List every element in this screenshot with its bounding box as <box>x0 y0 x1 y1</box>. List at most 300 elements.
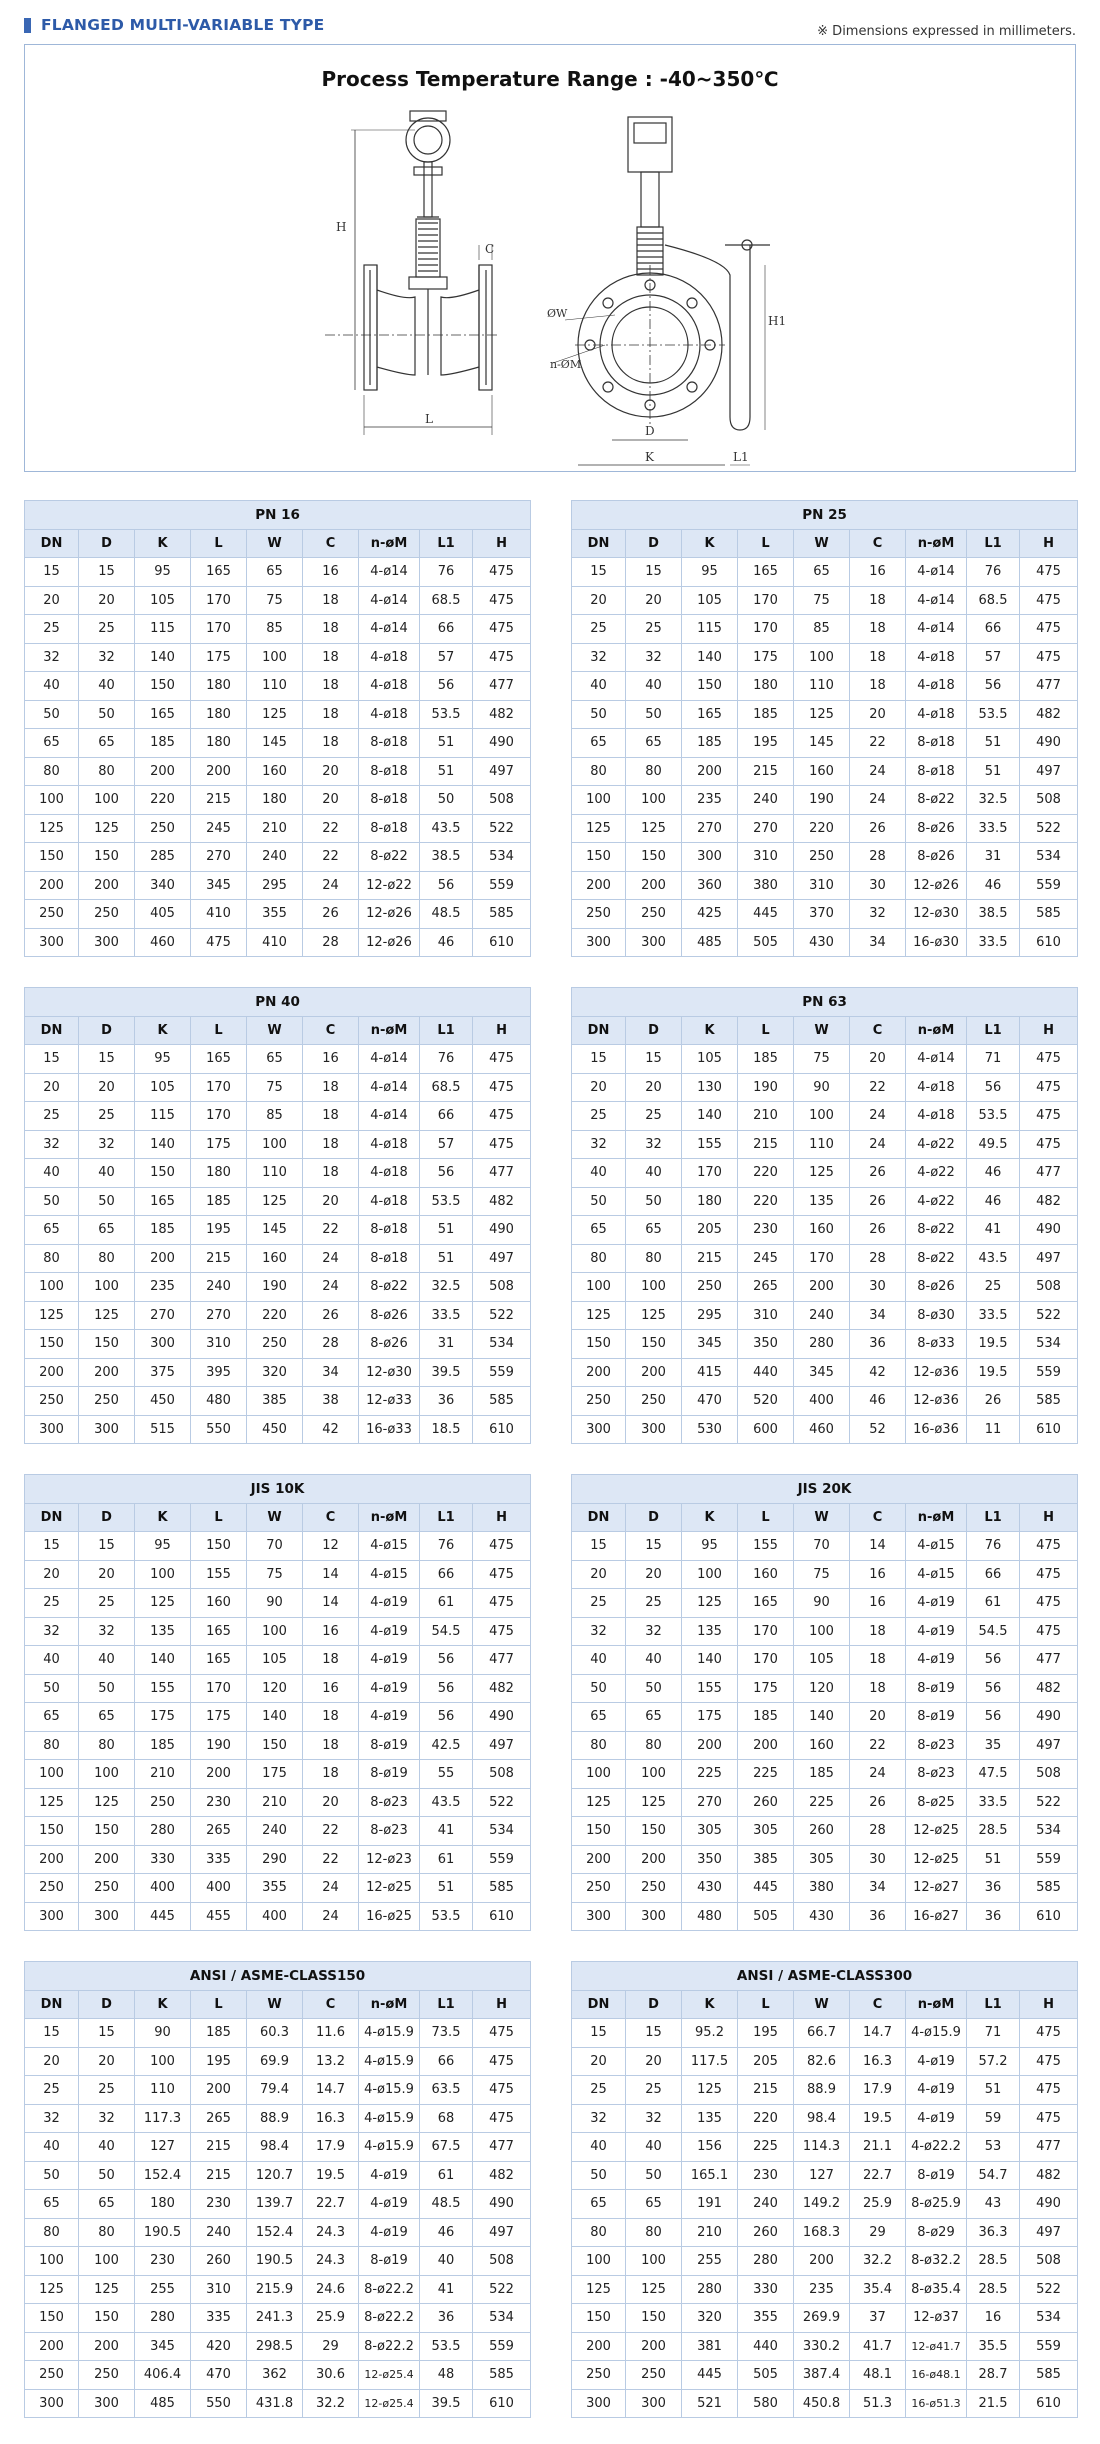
table-cell: 35.5 <box>967 2332 1020 2361</box>
table-cell: 140 <box>794 1703 850 1732</box>
table-cell: 8-ø19 <box>906 2161 967 2190</box>
table-cell: 20 <box>626 2047 682 2076</box>
table-cell: 200 <box>738 1731 794 1760</box>
table-cell: 105 <box>135 1073 191 1102</box>
table-cell: 50 <box>626 2161 682 2190</box>
table-cell: 53.5 <box>420 700 473 729</box>
table-row <box>25 1817 531 1846</box>
table-cell: 63.5 <box>420 2076 473 2105</box>
table-row <box>25 2218 531 2247</box>
column-header: n-øM <box>359 1990 420 2019</box>
table-cell: 115 <box>682 615 738 644</box>
table-cell: 29 <box>303 2332 359 2361</box>
table-cell: 195 <box>738 729 794 758</box>
column-header: W <box>794 1503 850 1532</box>
table-cell: 4-ø19 <box>359 1674 420 1703</box>
table-cell: 14 <box>303 1589 359 1618</box>
table-cell: 28.5 <box>967 2275 1020 2304</box>
table-cell: 505 <box>738 928 794 957</box>
table-cell: 415 <box>682 1358 738 1387</box>
column-header: W <box>247 529 303 558</box>
table-row <box>25 1845 531 1874</box>
table-cell: 508 <box>473 1273 531 1302</box>
table-cell: 73.5 <box>420 2019 473 2048</box>
table-cell: 455 <box>191 1902 247 1931</box>
table-cell: 150 <box>572 843 626 872</box>
table-cell: 65 <box>572 1703 626 1732</box>
table-cell: 480 <box>191 1387 247 1416</box>
table-cell: 250 <box>135 814 191 843</box>
table-cell: 61 <box>967 1589 1020 1618</box>
table-row <box>572 1045 1078 1074</box>
table-cell: 300 <box>79 1902 135 1931</box>
table-cell: 65 <box>247 1045 303 1074</box>
table-cell: 345 <box>191 871 247 900</box>
table-cell: 534 <box>473 1330 531 1359</box>
table-cell: 4-ø15 <box>359 1532 420 1561</box>
table-cell: 4-ø19 <box>359 1589 420 1618</box>
table-cell: 114.3 <box>794 2133 850 2162</box>
table-cell: 41 <box>967 1216 1020 1245</box>
table-cell: 16 <box>967 2304 1020 2333</box>
table-cell: 559 <box>1020 871 1078 900</box>
column-header: K <box>682 1503 738 1532</box>
table-cell: 36 <box>420 1387 473 1416</box>
table-cell: 445 <box>682 2361 738 2390</box>
table-row <box>572 1387 1078 1416</box>
table-cell: 156 <box>682 2133 738 2162</box>
table-cell: 32 <box>79 1130 135 1159</box>
table-cell: 245 <box>738 1244 794 1273</box>
table-cell: 25 <box>79 1102 135 1131</box>
table-cell: 105 <box>247 1646 303 1675</box>
table-row <box>25 1358 531 1387</box>
table-cell: 585 <box>1020 900 1078 929</box>
table-cell: 60.3 <box>247 2019 303 2048</box>
table-cell: 29 <box>850 2218 906 2247</box>
table-cell: 385 <box>738 1845 794 1874</box>
table-cell: 59 <box>967 2104 1020 2133</box>
table-cell: 34 <box>850 928 906 957</box>
column-header: n-øM <box>359 1016 420 1045</box>
table-cell: 4-ø18 <box>359 1130 420 1159</box>
table-row <box>25 2161 531 2190</box>
column-header: D <box>626 1990 682 2019</box>
table-cell: 32 <box>572 1617 626 1646</box>
table-cell: 475 <box>473 1532 531 1561</box>
table-cell: 50 <box>572 1674 626 1703</box>
table-cell: 270 <box>135 1301 191 1330</box>
table-cell: 195 <box>191 1216 247 1245</box>
table-cell: 75 <box>794 586 850 615</box>
table-cell: 300 <box>626 1415 682 1444</box>
table-cell: 32 <box>572 1130 626 1159</box>
table-cell: 12-ø22 <box>359 871 420 900</box>
table-cell: 280 <box>135 1817 191 1846</box>
table-cell: 610 <box>1020 1902 1078 1931</box>
table-row <box>25 928 531 957</box>
table-cell: 65 <box>25 2190 79 2219</box>
table-cell: 51 <box>420 1244 473 1273</box>
table-cell: 4-ø22.2 <box>906 2133 967 2162</box>
table-cell: 75 <box>247 1560 303 1589</box>
table-cell: 30 <box>850 1845 906 1874</box>
table-cell: 18 <box>303 1731 359 1760</box>
table-cell: 460 <box>794 1415 850 1444</box>
table-cell: 190.5 <box>135 2218 191 2247</box>
table-cell: 8-ø22 <box>906 786 967 815</box>
table-cell: 57 <box>967 643 1020 672</box>
table-cell: 80 <box>25 2218 79 2247</box>
table-cell: 585 <box>473 1387 531 1416</box>
table-cell: 4-ø18 <box>906 1102 967 1131</box>
table-cell: 508 <box>1020 1273 1078 1302</box>
table-cell: 80 <box>626 1244 682 1273</box>
table-cell: 152.4 <box>135 2161 191 2190</box>
table-row <box>25 871 531 900</box>
table-cell: 310 <box>191 2275 247 2304</box>
table-cell: 40 <box>25 672 79 701</box>
table-cell: 70 <box>247 1532 303 1561</box>
table-cell: 185 <box>738 1045 794 1074</box>
table-cell: 300 <box>626 2389 682 2418</box>
column-header: H <box>473 529 531 558</box>
table-cell: 50 <box>626 1674 682 1703</box>
table-cell: 475 <box>473 1130 531 1159</box>
table-cell: 8-ø19 <box>906 1703 967 1732</box>
table-cell: 65 <box>79 729 135 758</box>
table-cell: 559 <box>1020 1845 1078 1874</box>
table-cell: 610 <box>1020 2389 1078 2418</box>
table-cell: 105 <box>794 1646 850 1675</box>
table-cell: 100 <box>135 1560 191 1589</box>
table-cell: 14 <box>850 1532 906 1561</box>
table-cell: 37 <box>850 2304 906 2333</box>
table-cell: 475 <box>1020 586 1078 615</box>
table-cell: 20 <box>572 1073 626 1102</box>
table-cell: 200 <box>79 1358 135 1387</box>
table-cell: 18 <box>303 1646 359 1675</box>
table-cell: 345 <box>794 1358 850 1387</box>
table-cell: 32 <box>626 2104 682 2133</box>
table-cell: 350 <box>682 1845 738 1874</box>
table-cell: 18.5 <box>420 1415 473 1444</box>
table-cell: 400 <box>135 1874 191 1903</box>
table-cell: 71 <box>967 2019 1020 2048</box>
table-cell: 22.7 <box>303 2190 359 2219</box>
table-cell: 522 <box>473 2275 531 2304</box>
table-cell: 490 <box>1020 729 1078 758</box>
table-cell: 51 <box>420 757 473 786</box>
table-cell: 15 <box>626 558 682 587</box>
table-cell: 270 <box>191 843 247 872</box>
table-row <box>572 2218 1078 2247</box>
table-cell: 150 <box>79 2304 135 2333</box>
table-cell: 310 <box>794 871 850 900</box>
table-cell: 450 <box>135 1387 191 1416</box>
table-cell: 50 <box>79 1674 135 1703</box>
table-cell: 15 <box>79 558 135 587</box>
table-cell: 100 <box>135 2047 191 2076</box>
table-cell: 485 <box>135 2389 191 2418</box>
table-cell: 76 <box>420 1045 473 1074</box>
table-cell: 26 <box>850 1187 906 1216</box>
table-cell: 250 <box>626 1387 682 1416</box>
table-row <box>25 1874 531 1903</box>
table-row <box>25 1387 531 1416</box>
table-cell: 40 <box>25 1646 79 1675</box>
table-cell: 25 <box>79 2076 135 2105</box>
table-cell: 16 <box>850 558 906 587</box>
table-cell: 210 <box>247 1788 303 1817</box>
table-cell: 48.1 <box>850 2361 906 2390</box>
table-cell: 200 <box>79 1845 135 1874</box>
table-row <box>25 1731 531 1760</box>
table-cell: 100 <box>79 2247 135 2276</box>
table-row <box>572 615 1078 644</box>
table-row <box>572 1788 1078 1817</box>
table-cell: 8-ø30 <box>906 1301 967 1330</box>
table-cell: 125 <box>247 700 303 729</box>
table-cell: 139.7 <box>247 2190 303 2219</box>
column-header: L <box>191 1016 247 1045</box>
table-cell: 475 <box>1020 1532 1078 1561</box>
table-cell: 475 <box>1020 558 1078 587</box>
label-h1: H1 <box>768 314 787 328</box>
table-cell: 140 <box>247 1703 303 1732</box>
table-row <box>572 1703 1078 1732</box>
table-row <box>572 900 1078 929</box>
column-header: D <box>626 1016 682 1045</box>
table-cell: 215 <box>191 786 247 815</box>
table-cell: 610 <box>473 2389 531 2418</box>
table-cell: 482 <box>1020 2161 1078 2190</box>
table-cell: 43.5 <box>420 814 473 843</box>
table-cell: 477 <box>1020 1646 1078 1675</box>
table-cell: 300 <box>682 843 738 872</box>
table-cell: 475 <box>473 615 531 644</box>
table-cell: 18 <box>303 1073 359 1102</box>
table-cell: 65 <box>794 558 850 587</box>
table-cell: 16 <box>303 1617 359 1646</box>
table-cell: 8-ø26 <box>359 1301 420 1330</box>
table-cell: 190.5 <box>247 2247 303 2276</box>
table-cell: 20 <box>572 2047 626 2076</box>
table-cell: 12-ø25 <box>906 1817 967 1846</box>
table-cell: 51 <box>967 729 1020 758</box>
table-cell: 8-ø23 <box>359 1788 420 1817</box>
table-cell: 34 <box>850 1301 906 1330</box>
table-cell: 4-ø18 <box>359 1187 420 1216</box>
column-header: C <box>303 1016 359 1045</box>
table-cell: 36 <box>850 1330 906 1359</box>
table-cell: 85 <box>247 615 303 644</box>
table-cell: 180 <box>682 1187 738 1216</box>
table-cell: 65 <box>572 729 626 758</box>
table-row <box>25 1646 531 1675</box>
table-cell: 8-ø26 <box>359 1330 420 1359</box>
table-cell: 65 <box>25 1216 79 1245</box>
table-cell: 32 <box>626 643 682 672</box>
table-cell: 490 <box>1020 1216 1078 1245</box>
table-cell: 18 <box>303 1159 359 1188</box>
table-cell: 67.5 <box>420 2133 473 2162</box>
table-cell: 98.4 <box>794 2104 850 2133</box>
table-cell: 50 <box>79 2161 135 2190</box>
table-cell: 14.7 <box>303 2076 359 2105</box>
table-row <box>25 843 531 872</box>
table-cell: 4-ø14 <box>359 1045 420 1074</box>
table-cell: 80 <box>25 1731 79 1760</box>
table-cell: 215 <box>738 1130 794 1159</box>
table-cell: 160 <box>191 1589 247 1618</box>
table-cell: 43 <box>967 2190 1020 2219</box>
table-cell: 40 <box>626 672 682 701</box>
table-cell: 56 <box>420 672 473 701</box>
table-cell: 250 <box>572 900 626 929</box>
table-cell: 20 <box>25 2047 79 2076</box>
table-cell: 185 <box>738 1703 794 1732</box>
table-cell: 400 <box>191 1874 247 1903</box>
table-cell: 66 <box>420 1102 473 1131</box>
table-cell: 30 <box>850 871 906 900</box>
table-cell: 127 <box>794 2161 850 2190</box>
table-cell: 125 <box>682 2076 738 2105</box>
table-cell: 8-ø35.4 <box>906 2275 967 2304</box>
table-cell: 20 <box>79 1073 135 1102</box>
table-cell: 110 <box>794 1130 850 1159</box>
table-cell: 18 <box>850 1674 906 1703</box>
table-cell: 335 <box>191 2304 247 2333</box>
table-cell: 250 <box>572 2361 626 2390</box>
table-row <box>572 1216 1078 1245</box>
column-header: DN <box>25 529 79 558</box>
table-cell: 300 <box>572 1415 626 1444</box>
table-cell: 150 <box>626 1817 682 1846</box>
table-cell: 22 <box>303 1817 359 1846</box>
table-cell: 28 <box>303 928 359 957</box>
table-cell: 220 <box>135 786 191 815</box>
table-cell: 200 <box>191 757 247 786</box>
table-cell: 482 <box>473 1674 531 1703</box>
table-cell: 295 <box>682 1301 738 1330</box>
table-row <box>25 1045 531 1074</box>
table-row <box>572 2190 1078 2219</box>
table-cell: 145 <box>247 729 303 758</box>
table-cell: 69.9 <box>247 2047 303 2076</box>
table-cell: 25 <box>25 1102 79 1131</box>
table-cell: 170 <box>191 586 247 615</box>
column-header: H <box>473 1016 531 1045</box>
table-cell: 4-ø15 <box>906 1532 967 1561</box>
table-cell: 4-ø18 <box>359 643 420 672</box>
table-cell: 12-ø27 <box>906 1874 967 1903</box>
table-row <box>572 1617 1078 1646</box>
table-cell: 480 <box>682 1902 738 1931</box>
table-cell: 475 <box>1020 2076 1078 2105</box>
column-header: C <box>850 1016 906 1045</box>
table-cell: 70 <box>794 1532 850 1561</box>
table-cell: 585 <box>1020 2361 1078 2390</box>
units-note: ※ Dimensions expressed in millimeters. <box>817 24 1076 39</box>
table-cell: 200 <box>626 2332 682 2361</box>
table-cell: 235 <box>794 2275 850 2304</box>
table-cell: 521 <box>682 2389 738 2418</box>
table-cell: 490 <box>473 1216 531 1245</box>
table-cell: 125 <box>682 1589 738 1618</box>
table-cell: 20 <box>303 786 359 815</box>
table-cell: 505 <box>738 1902 794 1931</box>
table-cell: 20 <box>850 1045 906 1074</box>
table-cell: 140 <box>682 1646 738 1675</box>
table-row <box>572 814 1078 843</box>
table-cell: 270 <box>738 814 794 843</box>
table-cell: 280 <box>738 2247 794 2276</box>
table-row <box>25 1674 531 1703</box>
table-cell: 20 <box>25 1073 79 1102</box>
table-row <box>572 2019 1078 2048</box>
table-cell: 150 <box>626 2304 682 2333</box>
table-row <box>25 1159 531 1188</box>
table-cell: 440 <box>738 2332 794 2361</box>
table-cell: 200 <box>79 2332 135 2361</box>
table-cell: 340 <box>135 871 191 900</box>
table-cell: 210 <box>738 1102 794 1131</box>
table-cell: 260 <box>738 1788 794 1817</box>
table-cell: 66.7 <box>794 2019 850 2048</box>
table-row <box>572 2161 1078 2190</box>
table-cell: 381 <box>682 2332 738 2361</box>
table-cell: 15 <box>626 1532 682 1561</box>
table-cell: 26 <box>850 1159 906 1188</box>
label-d: D <box>645 424 655 438</box>
table-cell: 17.9 <box>850 2076 906 2105</box>
table-cell: 8-ø22.2 <box>359 2304 420 2333</box>
table-cell: 534 <box>1020 1817 1078 1846</box>
table-cell: 215 <box>738 2076 794 2105</box>
table-cell: 225 <box>738 2133 794 2162</box>
table-cell: 20 <box>572 1560 626 1589</box>
table-cell: 24 <box>850 757 906 786</box>
column-header: H <box>473 1503 531 1532</box>
table-cell: 20 <box>25 586 79 615</box>
table-cell: 40 <box>572 1159 626 1188</box>
table-cell: 125 <box>25 1788 79 1817</box>
table-cell: 410 <box>247 928 303 957</box>
table-cell: 16-ø30 <box>906 928 967 957</box>
column-header: DN <box>572 1503 626 1532</box>
table-cell: 165 <box>191 1617 247 1646</box>
table-cell: 117.5 <box>682 2047 738 2076</box>
table-cell: 18 <box>850 1617 906 1646</box>
table-cell: 482 <box>1020 700 1078 729</box>
table-cell: 25 <box>79 615 135 644</box>
table-cell: 8-ø26 <box>906 843 967 872</box>
table-cell: 125 <box>626 1788 682 1817</box>
table-cell: 165 <box>135 1187 191 1216</box>
table-cell: 18 <box>850 672 906 701</box>
table-cell: 482 <box>1020 1187 1078 1216</box>
table-cell: 165 <box>191 558 247 587</box>
table-cell: 110 <box>247 1159 303 1188</box>
table-cell: 200 <box>25 2332 79 2361</box>
table-row <box>572 2076 1078 2105</box>
table-cell: 47.5 <box>967 1760 1020 1789</box>
table-cell: 11 <box>967 1415 1020 1444</box>
table-cell: 230 <box>191 2190 247 2219</box>
impulse-tube <box>665 245 750 430</box>
table-cell: 55 <box>420 1760 473 1789</box>
